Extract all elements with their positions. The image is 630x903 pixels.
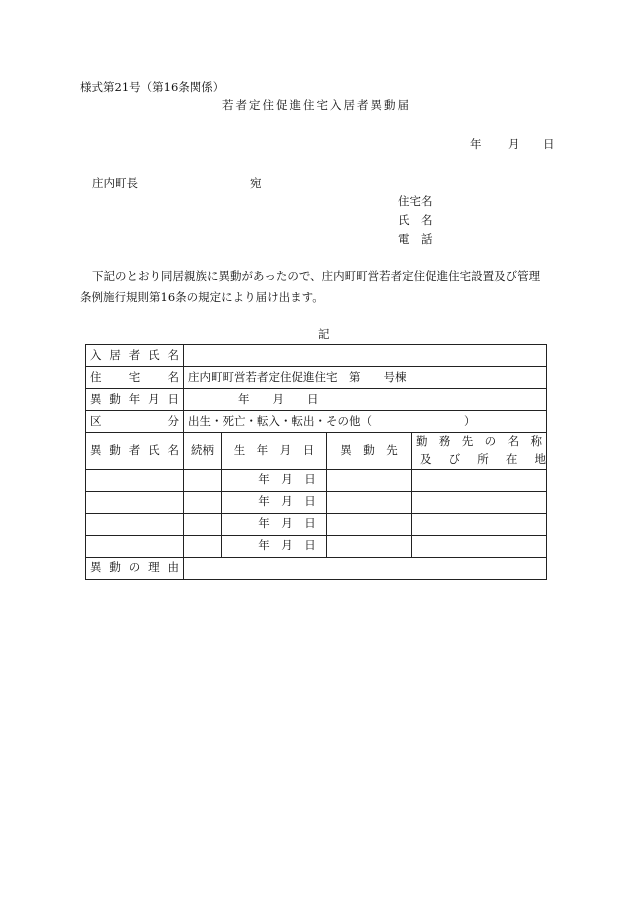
work-header-line2: 及 び 所 在 地 [420, 451, 546, 466]
work-cell[interactable] [412, 491, 547, 513]
table-row [86, 469, 547, 491]
person-name-cell[interactable] [86, 469, 184, 491]
reason-label-cell [86, 557, 184, 579]
resident-name-label: 入 居 者 氏 名 [90, 347, 179, 362]
change-date-value: 年 月 日 [238, 391, 319, 406]
body-text-line2: 条例施行規則第16条の規定により届け出ます。 [80, 290, 324, 304]
birth-header: 生 年 月 日 [233, 443, 315, 458]
work-header-line1: 勤 務 先 の 名 称 [416, 434, 542, 448]
work-cell[interactable] [412, 513, 547, 535]
reason-field[interactable] [184, 557, 547, 579]
housing-value: 庄内町町営若者定住促進住宅 第 号棟 [188, 369, 407, 384]
person-name-cell[interactable] [86, 513, 184, 535]
destination-cell[interactable] [327, 469, 412, 491]
change-date-label: 異 動 年 月 日 [90, 391, 179, 406]
birth-cell[interactable] [222, 513, 327, 535]
destination-cell[interactable] [327, 513, 412, 535]
person-name-cell[interactable] [86, 491, 184, 513]
destination-cell[interactable] [327, 535, 412, 557]
resident-name-row [86, 345, 547, 367]
relation-header-cell [184, 433, 222, 470]
relation-header: 続柄 [191, 443, 214, 458]
work-cell[interactable] [412, 535, 547, 557]
reason-label: 異 動 の 理 由 [90, 560, 179, 575]
destination-header: 異 動 先 [340, 443, 398, 458]
category-label: 区 分 [90, 413, 179, 428]
date-month: 月 [508, 137, 520, 151]
birth-value: 年 月 日 [258, 494, 316, 509]
addressee-name: 庄内町長 [92, 176, 138, 190]
relation-cell[interactable] [184, 469, 222, 491]
birth-value: 年 月 日 [258, 538, 316, 553]
table-row [86, 513, 547, 535]
change-date-field[interactable] [184, 389, 547, 411]
housing-label-cell [86, 367, 184, 389]
table-row [86, 535, 547, 557]
date-year: 年 [470, 137, 482, 151]
change-table [85, 344, 547, 580]
header-row [86, 433, 547, 470]
housing-label: 住 宅 名 [90, 369, 179, 384]
form-number: 様式第21号（第16条関係） [80, 80, 225, 94]
ki-heading: 記 [318, 327, 330, 341]
relation-cell[interactable] [184, 513, 222, 535]
person-name-cell[interactable] [86, 535, 184, 557]
birth-header-cell [222, 433, 327, 470]
date-day: 日 [543, 137, 555, 151]
relation-cell[interactable] [184, 535, 222, 557]
resident-name-label-cell [86, 345, 184, 367]
reason-row [86, 557, 547, 579]
addressee-suffix: 宛 [250, 176, 262, 190]
destination-cell[interactable] [327, 491, 412, 513]
category-value: 出生・死亡・転入・転出・その他（ ） [188, 413, 476, 428]
work-header-cell [412, 433, 547, 470]
housing-field[interactable] [184, 367, 547, 389]
person-name-header-cell [86, 433, 184, 470]
change-date-label-cell [86, 389, 184, 411]
relation-cell[interactable] [184, 491, 222, 513]
form-title: 若者定住促進住宅入居者異動届 [222, 98, 411, 112]
destination-header-cell [327, 433, 412, 470]
birth-cell[interactable] [222, 535, 327, 557]
work-cell[interactable] [412, 469, 547, 491]
body-text-line1: 下記のとおり同居親族に異動があったので、庄内町町営若者定住促進住宅設置及び管理 [92, 269, 541, 283]
applicant-phone-label: 電 話 [398, 232, 433, 246]
birth-cell[interactable] [222, 469, 327, 491]
table-row [86, 491, 547, 513]
birth-value: 年 月 日 [258, 516, 316, 531]
category-field[interactable] [184, 411, 547, 433]
applicant-housing-label: 住宅名 [398, 194, 433, 208]
birth-cell[interactable] [222, 491, 327, 513]
applicant-name-label: 氏 名 [398, 213, 433, 227]
category-label-cell [86, 411, 184, 433]
resident-name-field[interactable] [184, 345, 547, 367]
housing-row [86, 367, 547, 389]
category-row [86, 411, 547, 433]
birth-value: 年 月 日 [258, 472, 316, 487]
change-date-row [86, 389, 547, 411]
person-name-header: 異 動 者 氏 名 [90, 443, 179, 458]
